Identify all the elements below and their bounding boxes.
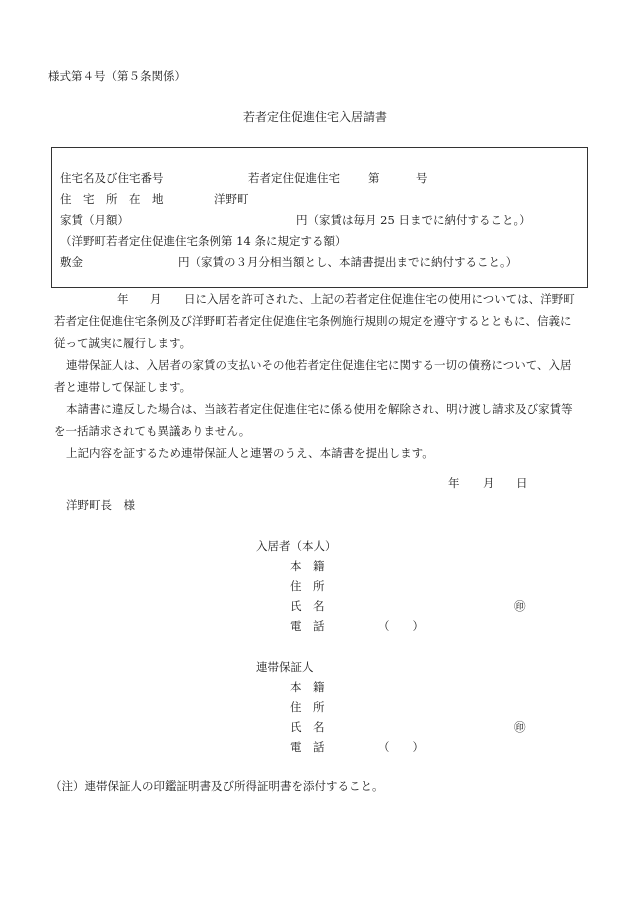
tenant-honseki-label: 本 籍 [290, 559, 325, 573]
paragraph-1-line-1: 日に入居を許可された、上記の若者定住促進住宅の使用については、洋野町 [184, 292, 575, 306]
tenant-phone-label: 電 話 [290, 619, 325, 633]
housing-number-prefix: 第 [368, 171, 380, 185]
guarantor-address-label: 住 所 [290, 700, 325, 714]
paragraph-3-line-1: 本請書に違反した場合は、当該若者定住促進住宅に係る使用を解除され、明け渡し請求及び家賃等 [66, 402, 573, 416]
tenant-seal-mark: ㊞ [514, 599, 526, 613]
deposit-label: 敷金 [60, 255, 83, 269]
permit-year: 年 [117, 292, 129, 306]
guarantor-heading: 連帯保証人 [256, 660, 314, 674]
rent-label: 家賃（月額） [60, 213, 129, 227]
paragraph-1-line-3: 従って誠実に履行します。 [54, 336, 192, 350]
submit-month: 月 [483, 476, 495, 490]
document-title: 若者定住促進住宅入居請書 [242, 110, 387, 124]
addressee: 洋野町長 様 [66, 498, 135, 512]
tenant-address-label: 住 所 [290, 579, 325, 593]
rent-note: 円（家賃は毎月 25 日までに納付すること。） [296, 213, 531, 227]
paragraph-4-line-1: 上記内容を証するため連帯保証人と連署のうえ、本請書を提出します。 [66, 446, 434, 460]
guarantor-name-label: 氏 名 [290, 720, 325, 734]
housing-number-suffix: 号 [416, 171, 428, 185]
submit-year: 年 [448, 476, 460, 490]
submit-day: 日 [516, 476, 528, 490]
footnote: （注）連帯保証人の印鑑証明書及び所得証明書を添付すること。 [50, 779, 384, 793]
location-label: 住 宅 所 在 地 [60, 192, 164, 206]
rent-ordinance: （洋野町若者定住促進住宅条例第 14 条に規定する額） [60, 234, 347, 248]
paragraph-1-line-2: 若者定住促進住宅条例及び洋野町若者定住促進住宅条例施行規則の規定を遵守するとともに、信義に [54, 314, 572, 328]
tenant-phone-paren: （ ） [378, 619, 424, 633]
deposit-note: 円（家賃の３月分相当額とし、本請書提出までに納付すること。） [178, 255, 518, 269]
guarantor-phone-label: 電 話 [290, 740, 325, 754]
permit-month: 月 [150, 292, 162, 306]
housing-name-value: 若者定住促進住宅 [248, 171, 340, 185]
location-value: 洋野町 [214, 192, 249, 206]
paragraph-3-line-2: を一括請求されても異議ありません。 [54, 424, 251, 438]
housing-name-label: 住宅名及び住宅番号 [60, 171, 164, 185]
guarantor-honseki-label: 本 籍 [290, 680, 325, 694]
tenant-heading: 入居者（本人） [256, 539, 337, 553]
form-number: 様式第４号（第５条関係） [48, 69, 186, 83]
paragraph-2-line-1: 連帯保証人は、入居者の家賃の支払いその他若者定住促進住宅に関する一切の債務について、入居 [66, 358, 572, 372]
paragraph-2-line-2: 者と連帯して保証します。 [54, 380, 192, 394]
guarantor-seal-mark: ㊞ [514, 720, 526, 734]
tenant-name-label: 氏 名 [290, 599, 325, 613]
guarantor-phone-paren: （ ） [378, 740, 424, 754]
